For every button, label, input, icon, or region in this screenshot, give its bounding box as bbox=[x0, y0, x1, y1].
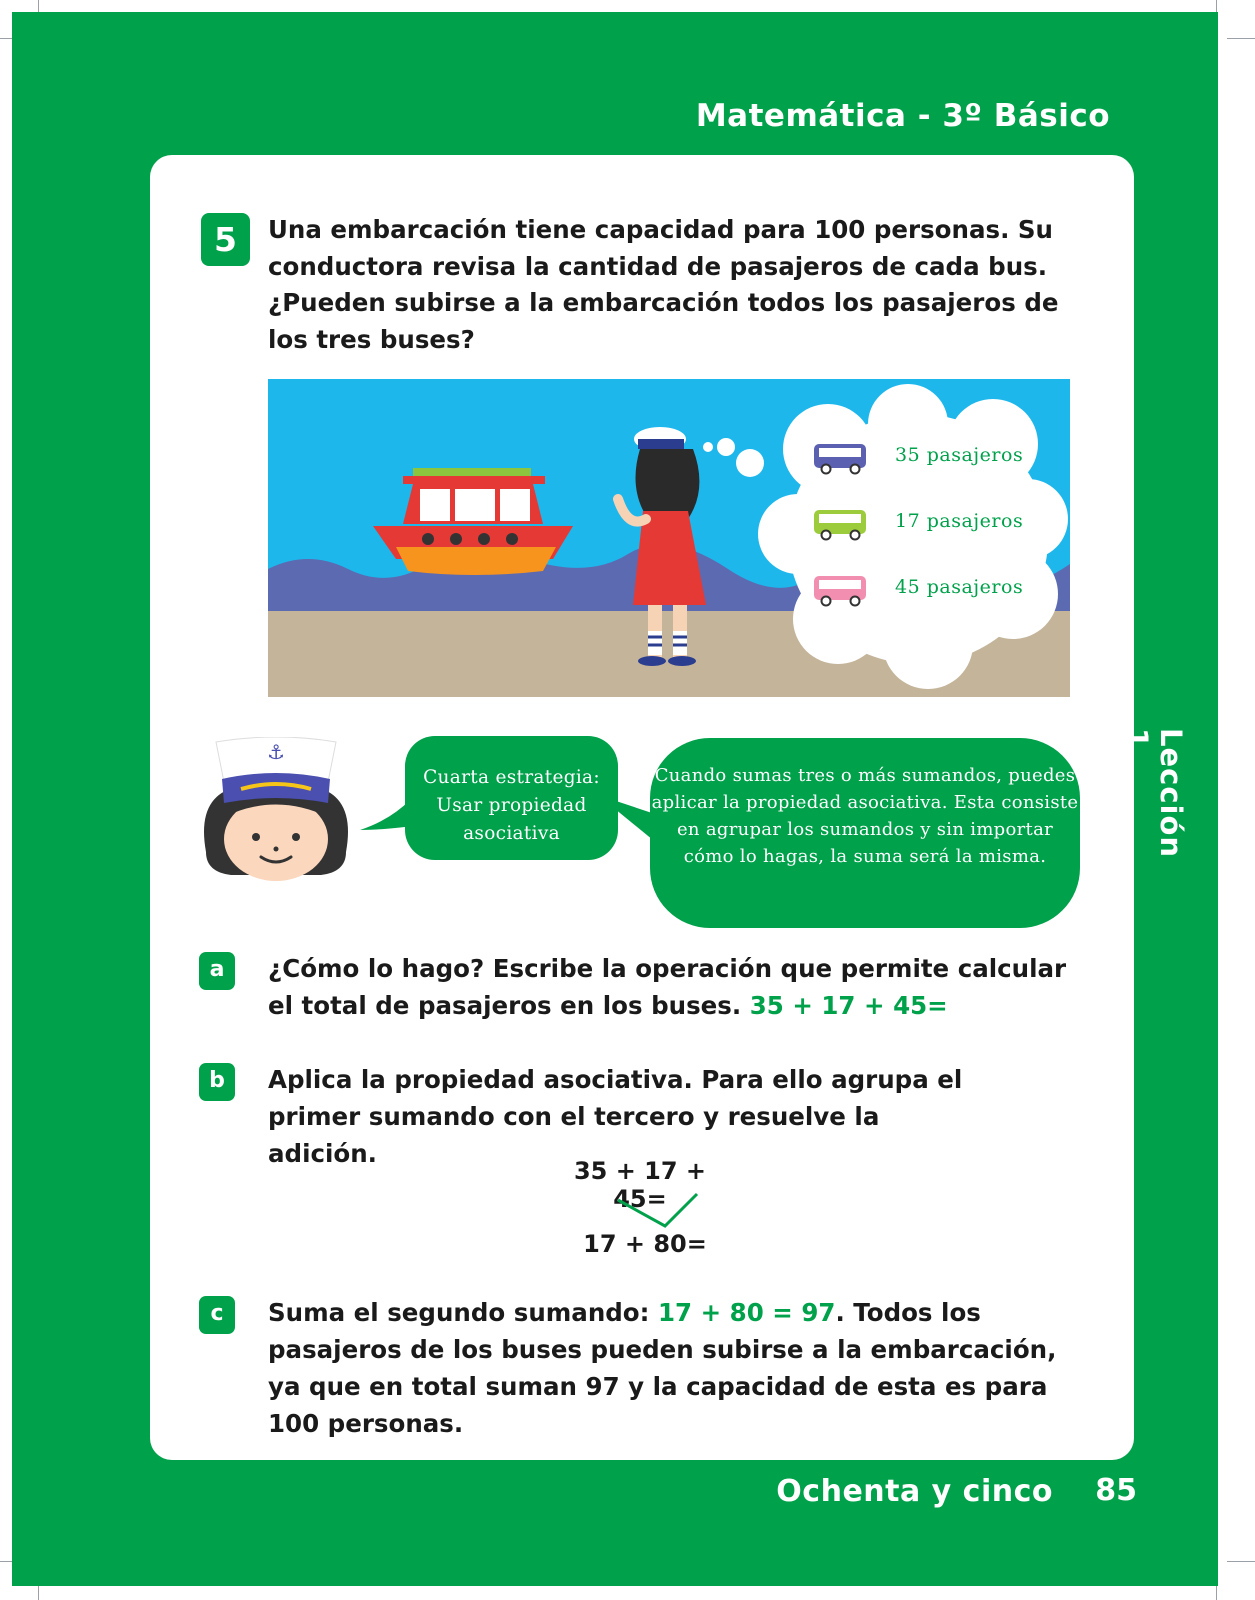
page-header-title: Matemática - 3º Básico bbox=[695, 98, 1110, 134]
item-c-prefix: Suma el segundo sumando: bbox=[268, 1298, 650, 1327]
item-a-badge: a bbox=[199, 952, 235, 990]
bus-count-label: 17 pasajeros bbox=[895, 510, 1024, 532]
crop-mark bbox=[1227, 1561, 1255, 1562]
crop-mark bbox=[1227, 38, 1255, 39]
item-a-answer: 35 + 17 + 45= bbox=[749, 991, 948, 1020]
strategy-explanation-bubble: Cuando sumas tres o más sumandos, puedes aplicar la propiedad asociativa. Esta consiste en agrupar los sumandos y sin importar cómo lo hagas, la suma será la misma. bbox=[650, 738, 1080, 928]
captain-drawing bbox=[196, 737, 356, 887]
item-c-answer: 17 + 80 = 97 bbox=[657, 1298, 836, 1327]
item-b-badge: b bbox=[199, 1063, 235, 1101]
page-number: 85 bbox=[1095, 1473, 1137, 1508]
bubble-tail bbox=[598, 795, 658, 845]
item-b-text: Aplica la propiedad asociativa. Para ello agrupa el primer sumando con el tercero y resuelve la adición. bbox=[268, 1065, 963, 1168]
svg-text:⚓: ⚓ bbox=[267, 740, 285, 764]
grouping-bracket bbox=[600, 1190, 710, 1230]
item-a-prompt: ¿Cómo lo hago? Escribe la operación que permite calcular el total de pasajeros en los buses. bbox=[268, 954, 1067, 1020]
item-c-badge: c bbox=[199, 1296, 235, 1334]
question-number-badge: 5 bbox=[201, 213, 250, 266]
bus-count-label: 45 pasajeros bbox=[895, 576, 1024, 598]
scene-drawing bbox=[268, 379, 1070, 697]
page-number-words: Ochenta y cinco bbox=[776, 1474, 1053, 1509]
strategy-title-bubble: Cuarta estrategia: Usar propiedad asociativa bbox=[405, 736, 618, 860]
equation-bottom: 17 + 80= bbox=[583, 1230, 707, 1258]
equation-top: 35 + 17 + 45= bbox=[573, 1157, 707, 1213]
item-a-text bbox=[268, 950, 1088, 1024]
captain-girl-avatar bbox=[196, 737, 356, 887]
item-c-suffix: . Todos los pasajeros de los buses pueden subirse a la embarcación, ya que en total suman 97 y la capacidad de esta es para 100 personas. bbox=[268, 1298, 1057, 1438]
item-c-text bbox=[268, 1294, 1088, 1442]
lesson-side-label: Lección 1 bbox=[1120, 728, 1188, 859]
question-text: Una embarcación tiene capacidad para 100 personas. Su conductora revisa la cantidad de pasajeros de cada bus. ¿Pueden subirse a la embarcación todos los pasajeros de los tres buses? bbox=[268, 215, 1059, 354]
bus-count-label: 35 pasajeros bbox=[895, 444, 1024, 466]
boat-scene-illustration bbox=[268, 379, 1070, 697]
